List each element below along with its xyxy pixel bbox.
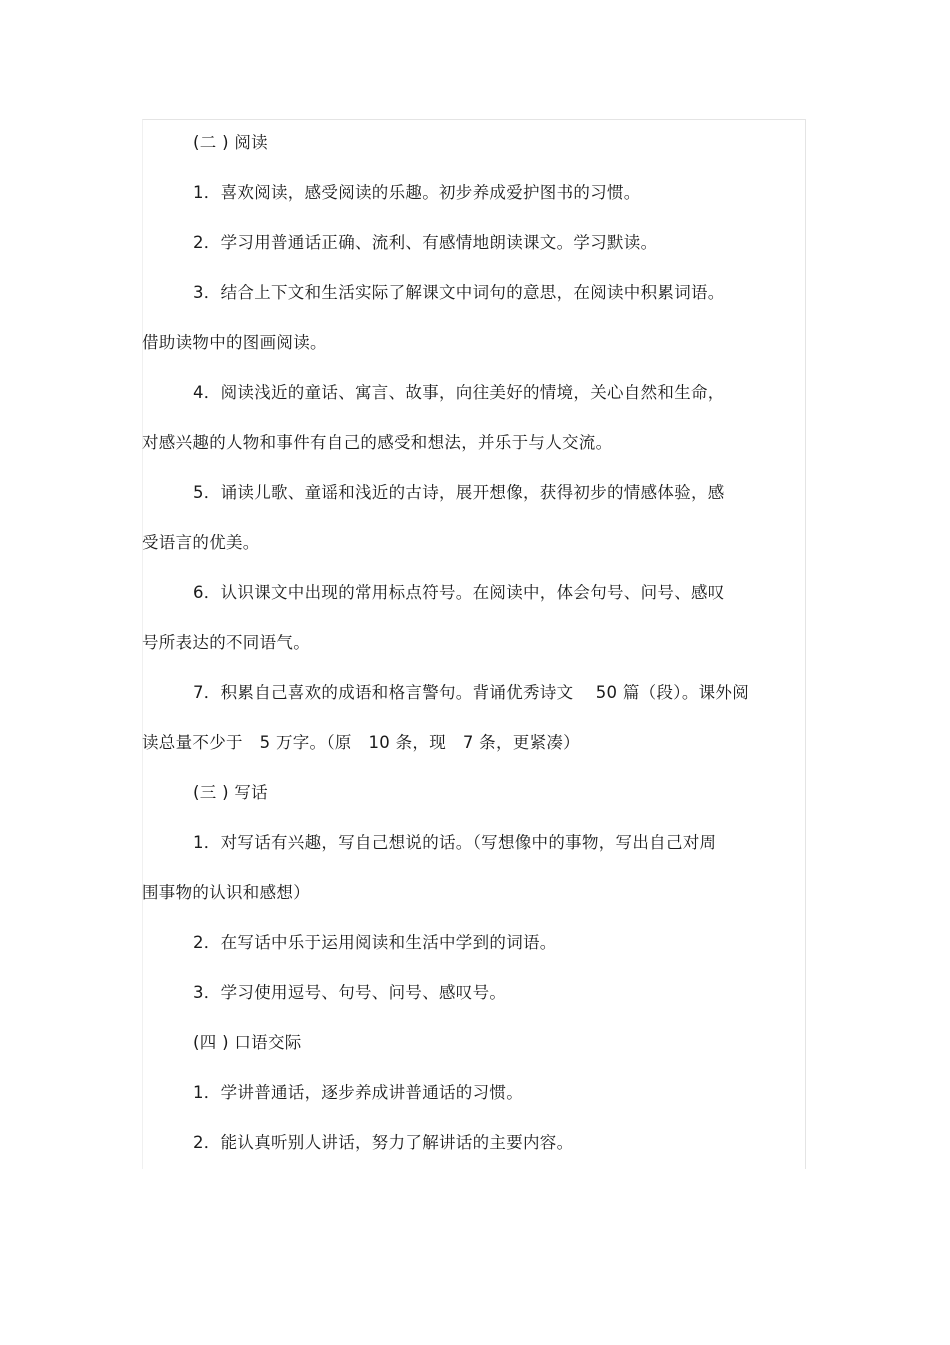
writing-item-2: 2．在写话中乐于运用阅读和生活中学到的词语。 [193,933,557,952]
reading-item-7-cont: 读总量不少于 5 万字。（原 10 条，现 7 条，更紧凑） [142,733,580,752]
reading-item-6-cont: 号所表达的不同语气。 [142,633,310,652]
section-heading-reading: (二 ) 阅读 [193,133,268,152]
writing-item-3: 3．学习使用逗号、句号、问号、感叹号。 [193,983,507,1002]
oral-item-1: 1．学讲普通话，逐步养成讲普通话的习惯。 [193,1083,523,1102]
reading-item-4: 4．阅读浅近的童话、寓言、故事，向往美好的情境，关心自然和生命， [193,383,725,402]
reading-item-2: 2．学习用普通话正确、流利、有感情地朗读课文。学习默读。 [193,233,658,252]
writing-item-1: 1．对写话有兴趣，写自己想说的话。（写想像中的事物，写出自己对周 [193,833,717,852]
reading-item-7: 7．积累自己喜欢的成语和格言警句。背诵优秀诗文 50 篇（段）。课外阅 [193,683,750,702]
reading-item-5: 5．诵读儿歌、童谣和浅近的古诗，展开想像，获得初步的情感体验，感 [193,483,725,502]
reading-item-3: 3．结合上下文和生活实际了解课文中词句的意思，在阅读中积累词语。 [193,283,725,302]
reading-item-3-cont: 借助读物中的图画阅读。 [142,333,327,352]
reading-item-5-cont: 受语言的优美。 [142,533,260,552]
writing-item-1-cont: 围事物的认识和感想） [142,883,310,902]
reading-item-6: 6．认识课文中出现的常用标点符号。在阅读中，体会句号、问号、感叹 [193,583,725,602]
reading-item-4-cont: 对感兴趣的人物和事件有自己的感受和想法，并乐于与人交流。 [142,433,613,452]
section-heading-writing: (三 ) 写话 [193,783,268,802]
section-heading-oral: (四 ) 口语交际 [193,1033,302,1052]
reading-item-1: 1．喜欢阅读，感受阅读的乐趣。初步养成爱护图书的习惯。 [193,183,641,202]
oral-item-2: 2．能认真听别人讲话，努力了解讲话的主要内容。 [193,1133,574,1152]
